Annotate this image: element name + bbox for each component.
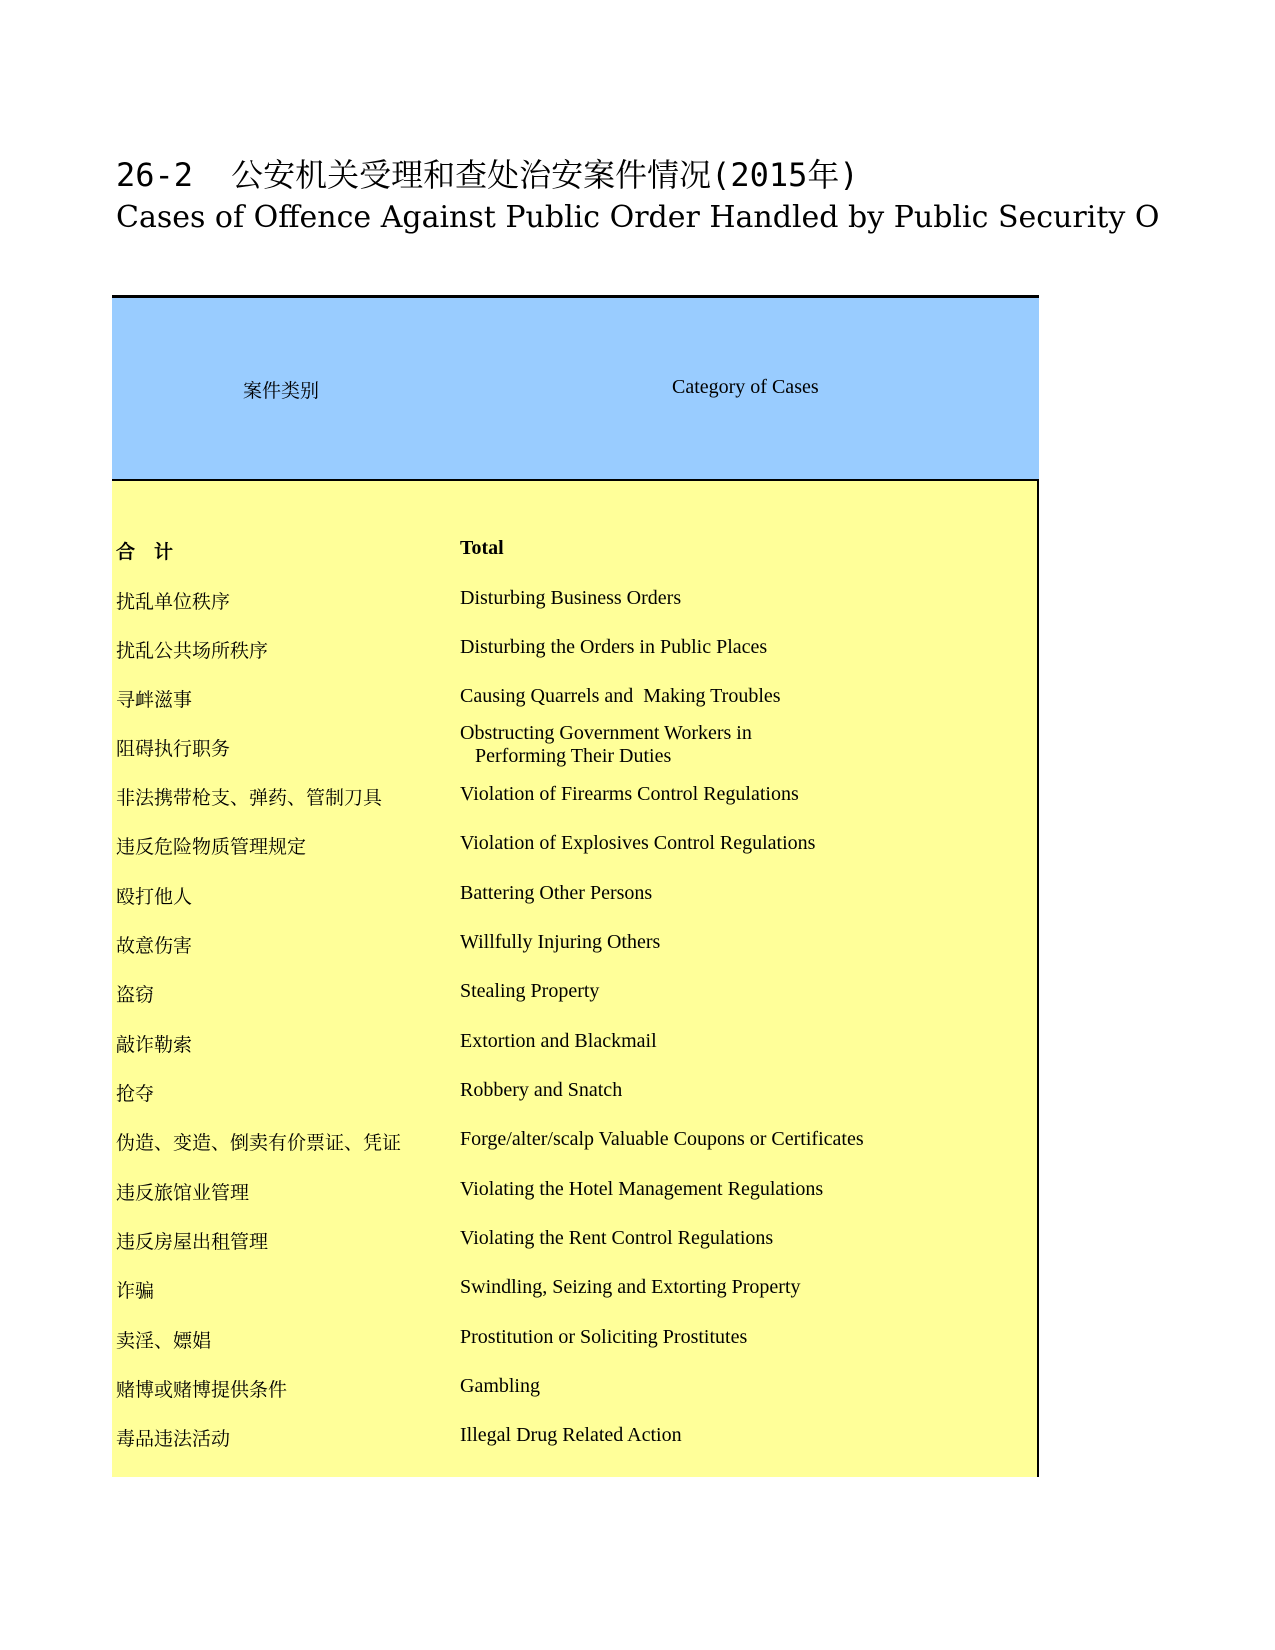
table-header (112, 295, 1039, 481)
row-label-cn: 盗窃 (116, 984, 155, 1006)
row-label-cn: 违反旅馆业管理 (116, 1182, 250, 1204)
row-label-cn: 寻衅滋事 (116, 689, 193, 711)
row-label-cn: 卖淫、嫖娼 (116, 1330, 212, 1352)
table-row (112, 1412, 1037, 1462)
table-row (112, 575, 1037, 625)
header-category-en: Category of Cases (672, 376, 819, 398)
row-label-en: Illegal Drug Related Action (460, 1424, 682, 1446)
table-row (112, 771, 1037, 821)
row-label-en: Violation of Explosives Control Regulations (460, 832, 816, 854)
row-label-cn: 违反危险物质管理规定 (116, 836, 307, 858)
row-label-en: Violating the Hotel Management Regulations (460, 1178, 824, 1200)
table-row-total (112, 525, 1037, 575)
row-label-cn: 合 计 (116, 541, 174, 563)
table-row (112, 1018, 1037, 1068)
row-label-en: Prostitution or Soliciting Prostitutes (460, 1326, 748, 1348)
page-title-cn (116, 150, 859, 196)
row-label-cn: 殴打他人 (116, 886, 193, 908)
row-label-en: Extortion and Blackmail (460, 1030, 657, 1052)
row-label-en: Swindling, Seizing and Extorting Property (460, 1276, 801, 1298)
table-row (112, 919, 1037, 969)
row-label-en: Obstructing Government Workers in Performing Their Duties (460, 722, 752, 767)
table-row (112, 1215, 1037, 1265)
row-label-en: Willfully Injuring Others (460, 931, 661, 953)
table-row (112, 1363, 1037, 1413)
table-row (112, 673, 1037, 723)
table-row (112, 624, 1037, 674)
row-label-cn: 赌博或赌博提供条件 (116, 1379, 288, 1401)
row-label-en: Disturbing Business Orders (460, 587, 682, 609)
row-label-en: Robbery and Snatch (460, 1079, 623, 1101)
table-row (112, 870, 1037, 920)
table-row (112, 820, 1037, 870)
row-label-en: Causing Quarrels and Making Troubles (460, 685, 781, 707)
row-label-cn: 故意伤害 (116, 935, 193, 957)
table-row (112, 1264, 1037, 1314)
table-number: 26-2 (116, 156, 194, 194)
row-label-en: Forge/alter/scalp Valuable Coupons or Certificates (460, 1128, 864, 1150)
row-label-en: Stealing Property (460, 980, 600, 1002)
table-body (112, 481, 1039, 1477)
row-label-en: Disturbing the Orders in Public Places (460, 636, 768, 658)
row-label-cn: 扰乱单位秩序 (116, 591, 231, 613)
table-row (112, 968, 1037, 1018)
row-label-cn: 伪造、变造、倒卖有价票证、凭证 (116, 1132, 402, 1154)
table-row (112, 722, 1037, 772)
row-label-cn: 违反房屋出租管理 (116, 1231, 269, 1253)
row-label-cn: 非法携带枪支、弹药、管制刀具 (116, 787, 383, 809)
data-table (112, 295, 1039, 1477)
title-cn-text: 公安机关受理和查处治安案件情况(2015年) (231, 156, 859, 194)
table-row (112, 1166, 1037, 1216)
row-label-en: Gambling (460, 1375, 540, 1397)
row-label-en: Violating the Rent Control Regulations (460, 1227, 774, 1249)
row-label-cn: 抢夺 (116, 1083, 155, 1105)
row-label-en: Violation of Firearms Control Regulations (460, 783, 799, 805)
table-row (112, 1116, 1037, 1166)
row-label-cn: 扰乱公共场所秩序 (116, 640, 269, 662)
table-row (112, 1314, 1037, 1364)
row-label-cn: 诈骗 (116, 1280, 155, 1302)
row-label-cn: 阻碍执行职务 (116, 738, 231, 760)
row-label-cn: 敲诈勒索 (116, 1034, 193, 1056)
row-label-en: Battering Other Persons (460, 882, 653, 904)
table-row (112, 1067, 1037, 1117)
page-title-en: Cases of Offence Against Public Order Handled by Public Security O (116, 200, 1160, 235)
header-category-cn: 案件类别 (243, 380, 320, 402)
row-label-en: Total (460, 537, 504, 559)
row-label-cn: 毒品违法活动 (116, 1428, 231, 1450)
